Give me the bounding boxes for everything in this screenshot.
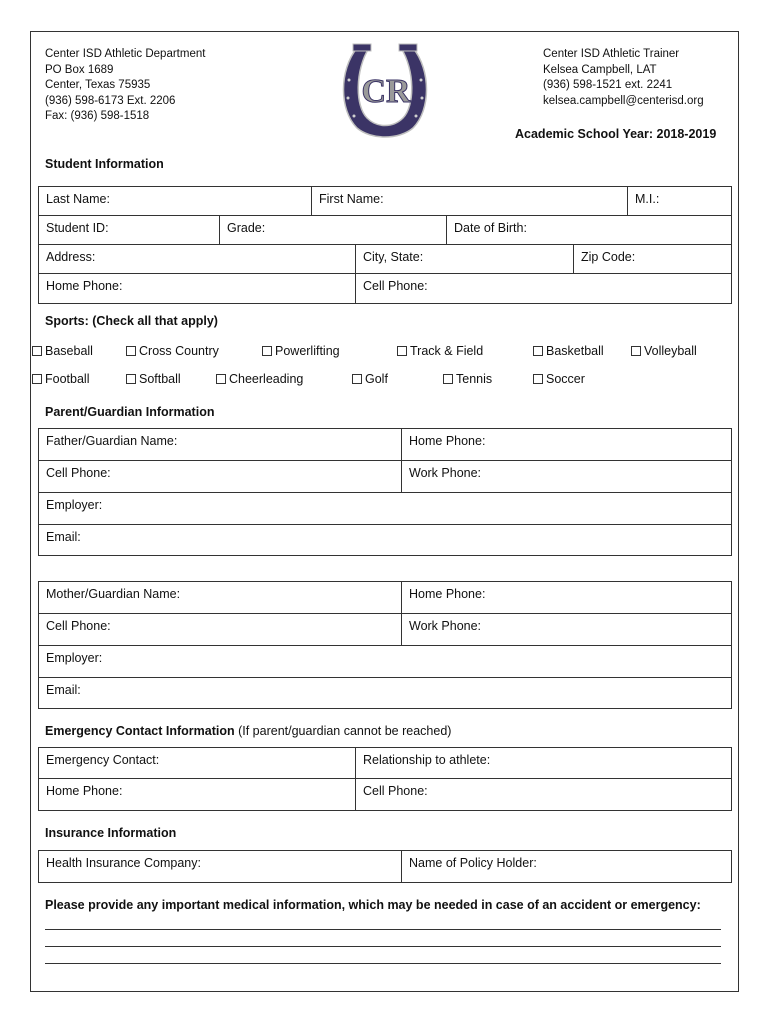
policy-holder-label: Name of Policy Holder: [409, 856, 537, 870]
department-address [45, 47, 205, 125]
po-box: PO Box 1689 [45, 63, 114, 76]
emergency-contact-label: Emergency Contact: [46, 753, 160, 767]
city-state-label: City, State: [363, 250, 424, 264]
sport-track-field[interactable] [397, 344, 483, 358]
zip-code-field[interactable] [573, 244, 732, 274]
sport-label: Soccer [546, 372, 585, 386]
emergency-cell-phone-label: Cell Phone: [363, 784, 428, 798]
insurance-company-label: Health Insurance Company: [46, 856, 201, 870]
date-of-birth-label: Date of Birth: [454, 221, 527, 235]
mother-employer-label: Employer: [46, 651, 103, 665]
insurance-info-heading: Insurance Information [45, 826, 177, 840]
department-fax: Fax: (936) 598-1518 [45, 110, 150, 123]
sport-label: Powerlifting [275, 344, 340, 358]
student-cell-phone-field[interactable] [355, 273, 732, 304]
relationship-field[interactable] [355, 747, 732, 779]
sport-label: Volleyball [644, 344, 697, 358]
student-home-phone-label: Home Phone: [46, 279, 123, 293]
zip-code-label: Zip Code: [581, 250, 636, 264]
last-name-field[interactable] [38, 186, 312, 216]
sport-football[interactable] [32, 372, 89, 386]
mother-name-label: Mother/Guardian Name: [46, 587, 181, 601]
father-email-field[interactable] [38, 524, 732, 556]
mother-email-label: Email: [46, 683, 81, 697]
trainer-phone: (936) 598-1521 ext. 2241 [543, 79, 673, 92]
trainer-email: kelsea.campbell@centerisd.org [543, 94, 704, 107]
sport-label: Baseball [45, 344, 93, 358]
mother-cell-phone-label: Cell Phone: [46, 619, 111, 633]
sport-label: Basketball [546, 344, 604, 358]
sport-volleyball[interactable] [631, 344, 697, 358]
medical-info-line[interactable] [45, 946, 721, 947]
student-cell-phone-label: Cell Phone: [363, 279, 428, 293]
father-name-label: Father/Guardian Name: [46, 434, 178, 448]
sport-label: Golf [365, 372, 388, 386]
emergency-info-heading [45, 724, 451, 738]
grade-label: Grade: [227, 221, 266, 235]
grade-field[interactable] [219, 215, 447, 245]
mother-work-phone-field[interactable] [401, 613, 732, 646]
father-name-field[interactable] [38, 428, 402, 461]
trainer-contact [543, 47, 704, 109]
checkbox-icon[interactable] [533, 374, 543, 384]
mother-work-phone-label: Work Phone: [409, 619, 482, 633]
parent-info-heading: Parent/Guardian Information [45, 405, 215, 419]
emergency-contact-field[interactable] [38, 747, 356, 779]
date-of-birth-field[interactable] [446, 215, 732, 245]
mother-employer-field[interactable] [38, 645, 732, 678]
sport-label: Football [45, 372, 90, 386]
policy-holder-field[interactable] [401, 850, 732, 883]
checkbox-icon[interactable] [126, 346, 136, 356]
sport-golf[interactable] [352, 372, 388, 386]
academic-year: Academic School Year: 2018-2019 [515, 127, 717, 141]
logo-letters: CR [361, 73, 411, 110]
middle-initial-field[interactable] [627, 186, 732, 216]
mother-email-field[interactable] [38, 677, 732, 709]
emergency-note: (If parent/guardian cannot be reached) [234, 724, 452, 738]
student-id-label: Student ID: [46, 221, 109, 235]
sports-heading: Sports: (Check all that apply) [45, 314, 218, 328]
address-field[interactable] [38, 244, 356, 274]
middle-initial-label: M.I.: [635, 192, 660, 206]
horseshoe-logo [337, 40, 433, 140]
checkbox-icon[interactable] [397, 346, 407, 356]
first-name-label: First Name: [319, 192, 384, 206]
emergency-home-phone-field[interactable] [38, 778, 356, 811]
mother-cell-phone-field[interactable] [38, 613, 402, 646]
father-employer-field[interactable] [38, 492, 732, 525]
checkbox-icon[interactable] [352, 374, 362, 384]
sport-label: Cross Country [139, 344, 219, 358]
insurance-company-field[interactable] [38, 850, 402, 883]
sport-powerlifting[interactable] [262, 344, 340, 358]
address-label: Address: [46, 250, 96, 264]
last-name-label: Last Name: [46, 192, 110, 206]
checkbox-icon[interactable] [216, 374, 226, 384]
student-id-field[interactable] [38, 215, 220, 245]
father-cell-phone-label: Cell Phone: [46, 466, 111, 480]
medical-info-prompt: Please provide any important medical information, which may be needed in case of an accident or emergency: [45, 898, 701, 912]
city-line: Center, Texas 75935 [45, 79, 151, 92]
emergency-title: Emergency Contact Information [45, 724, 235, 738]
medical-info-line[interactable] [45, 963, 721, 964]
sport-label: Cheerleading [229, 372, 304, 386]
department-name: Center ISD Athletic Department [45, 48, 206, 60]
checkbox-icon[interactable] [443, 374, 453, 384]
sport-label: Track & Field [410, 344, 484, 358]
checkbox-icon[interactable] [262, 346, 272, 356]
emergency-home-phone-label: Home Phone: [46, 784, 123, 798]
sport-cheerleading[interactable] [216, 372, 303, 386]
father-home-phone-label: Home Phone: [409, 434, 486, 448]
father-work-phone-field[interactable] [401, 460, 732, 493]
sport-cross-country[interactable] [126, 344, 219, 358]
checkbox-icon[interactable] [32, 374, 42, 384]
city-state-field[interactable] [355, 244, 574, 274]
father-home-phone-field[interactable] [401, 428, 732, 461]
checkbox-icon[interactable] [631, 346, 641, 356]
mother-home-phone-field[interactable] [401, 581, 732, 614]
father-email-label: Email: [46, 530, 81, 544]
first-name-field[interactable] [311, 186, 628, 216]
sport-baseball[interactable] [32, 344, 93, 358]
father-cell-phone-field[interactable] [38, 460, 402, 493]
medical-info-line[interactable] [45, 929, 721, 930]
checkbox-icon[interactable] [533, 346, 543, 356]
checkbox-icon[interactable] [126, 374, 136, 384]
department-phone: (936) 598-6173 Ext. 2206 [45, 94, 176, 107]
father-work-phone-label: Work Phone: [409, 466, 482, 480]
trainer-title: Center ISD Athletic Trainer [543, 48, 680, 60]
student-info-heading: Student Information [45, 157, 164, 171]
sport-soccer[interactable] [533, 372, 585, 386]
sport-label: Tennis [456, 372, 493, 386]
father-employer-label: Employer: [46, 498, 103, 512]
emergency-cell-phone-field[interactable] [355, 778, 732, 811]
sport-basketball[interactable] [533, 344, 604, 358]
checkbox-icon[interactable] [32, 346, 42, 356]
relationship-label: Relationship to athlete: [363, 753, 491, 767]
sport-label: Softball [139, 372, 181, 386]
sport-softball[interactable] [126, 372, 181, 386]
sport-tennis[interactable] [443, 372, 492, 386]
student-home-phone-field[interactable] [38, 273, 356, 304]
mother-name-field[interactable] [38, 581, 402, 614]
trainer-name: Kelsea Campbell, LAT [543, 63, 657, 76]
mother-home-phone-label: Home Phone: [409, 587, 486, 601]
